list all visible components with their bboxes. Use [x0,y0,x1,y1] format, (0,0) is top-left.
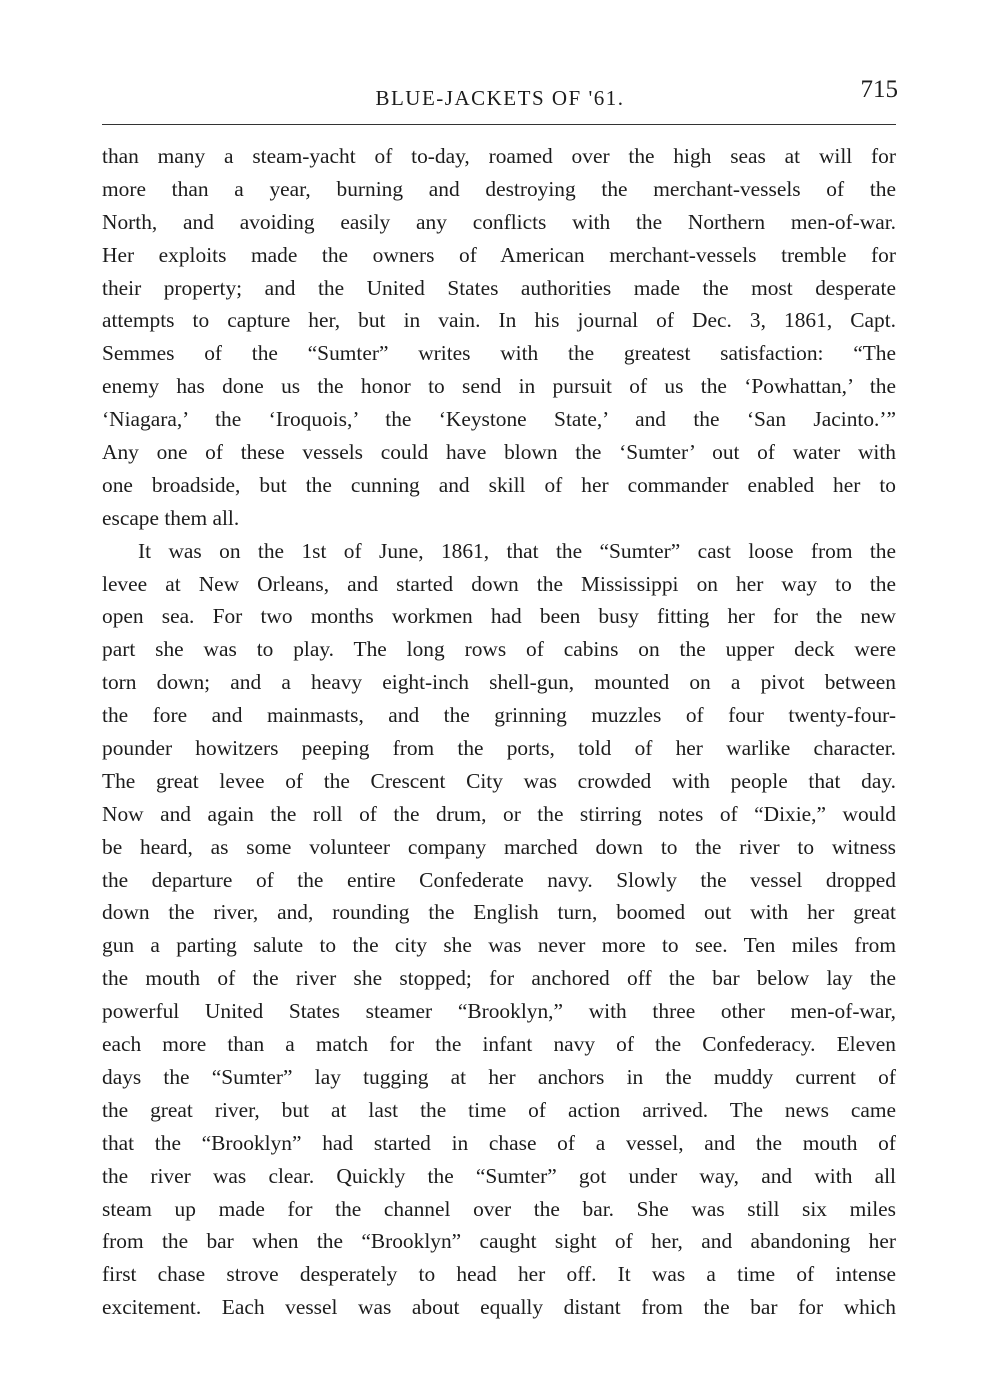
text-line: excitement. Each vessel was about equally distant from the bar for which [102,1295,896,1320]
text-line: Semmes of the “Sumter” writes with the greatest satisfaction: “The [102,341,896,366]
text-line: ‘Niagara,’ the ‘Iroquois,’ the ‘Keystone State,’ and the ‘San Jacinto.’” [102,407,896,432]
text-line: enemy has done us the honor to send in pursuit of us the ‘Powhattan,’ the [102,374,896,399]
running-title: BLUE-JACKETS OF '61. [375,86,625,110]
text-line: the great river, but at last the time of action arrived. The news came [102,1097,896,1122]
text-line: The great levee of the Crescent City was crowded with people that day. [102,768,896,793]
text-line: attempts to capture her, but in vain. In his journal of Dec. 3, 1861, Capt. [102,308,896,333]
text-line: from the bar when the “Brooklyn” caught sight of her, and abandoning her [102,1229,896,1254]
text-line: their property; and the United States authorities made the most desperate [102,275,896,300]
text-line: levee at New Orleans, and started down the Mississippi on her way to the [102,571,896,596]
text-line: escape them all. [102,505,240,530]
text-line: the departure of the entire Confederate navy. Slowly the vessel dropped [102,867,896,892]
text-line: be heard, as some volunteer company marched down to the river to witness [102,834,896,859]
text-line: Her exploits made the owners of American merchant-vessels tremble for [102,242,896,267]
text-line: pounder howitzers peeping from the ports, told of her warlike character. [102,736,896,761]
text-line: Now and again the roll of the drum, or the stirring notes of “Dixie,” would [102,801,896,826]
text-line: open sea. For two months workmen had been busy fitting her for the new [102,604,896,629]
text-line: It was on the 1st of June, 1861, that the “Sumter” cast loose from the [138,538,896,563]
text-line: one broadside, but the cunning and skill of her commander enabled her to [102,472,896,497]
text-line: steam up made for the channel over the bar. She was still six miles [102,1196,896,1221]
text-line: powerful United States steamer “Brooklyn,” with three other men-of-war, [102,999,896,1024]
text-line: first chase strove desperately to head her off. It was a time of intense [102,1262,896,1287]
text-line: gun a parting salute to the city she was never more to see. Ten miles from [102,933,896,958]
page-number: 715 [860,76,898,103]
text-line: North, and avoiding easily any conflicts with the Northern men-of-war. [102,209,896,234]
page-header [100,76,900,116]
text-line: the fore and mainmasts, and the grinning muzzles of four twenty-four- [102,703,896,728]
text-line: part she was to play. The long rows of cabins on the upper deck were [102,637,896,662]
text-line: days the “Sumter” lay tugging at her anchors in the muddy current of [102,1064,896,1089]
text-line: than many a steam-yacht of to-day, roamed over the high seas at will for [102,144,896,168]
text-line: each more than a match for the infant navy of the Confederacy. Eleven [102,1032,896,1057]
text-line: down the river, and, rounding the English turn, boomed out with her great [102,900,896,925]
text-line: the mouth of the river she stopped; for anchored off the bar below lay the [102,966,896,991]
text-line: more than a year, burning and destroying the merchant-vessels of the [102,176,896,201]
text-line: the river was clear. Quickly the “Sumter” got under way, and with all [102,1163,896,1188]
text-line: torn down; and a heavy eight-inch shell-gun, mounted on a pivot between [102,670,896,695]
text-line: Any one of these vessels could have blown the ‘Sumter’ out of water with [102,440,896,465]
text-line: that the “Brooklyn” had started in chase of a vessel, and the mouth of [102,1130,896,1155]
header-rule [102,124,896,125]
body-text [102,140,896,1324]
